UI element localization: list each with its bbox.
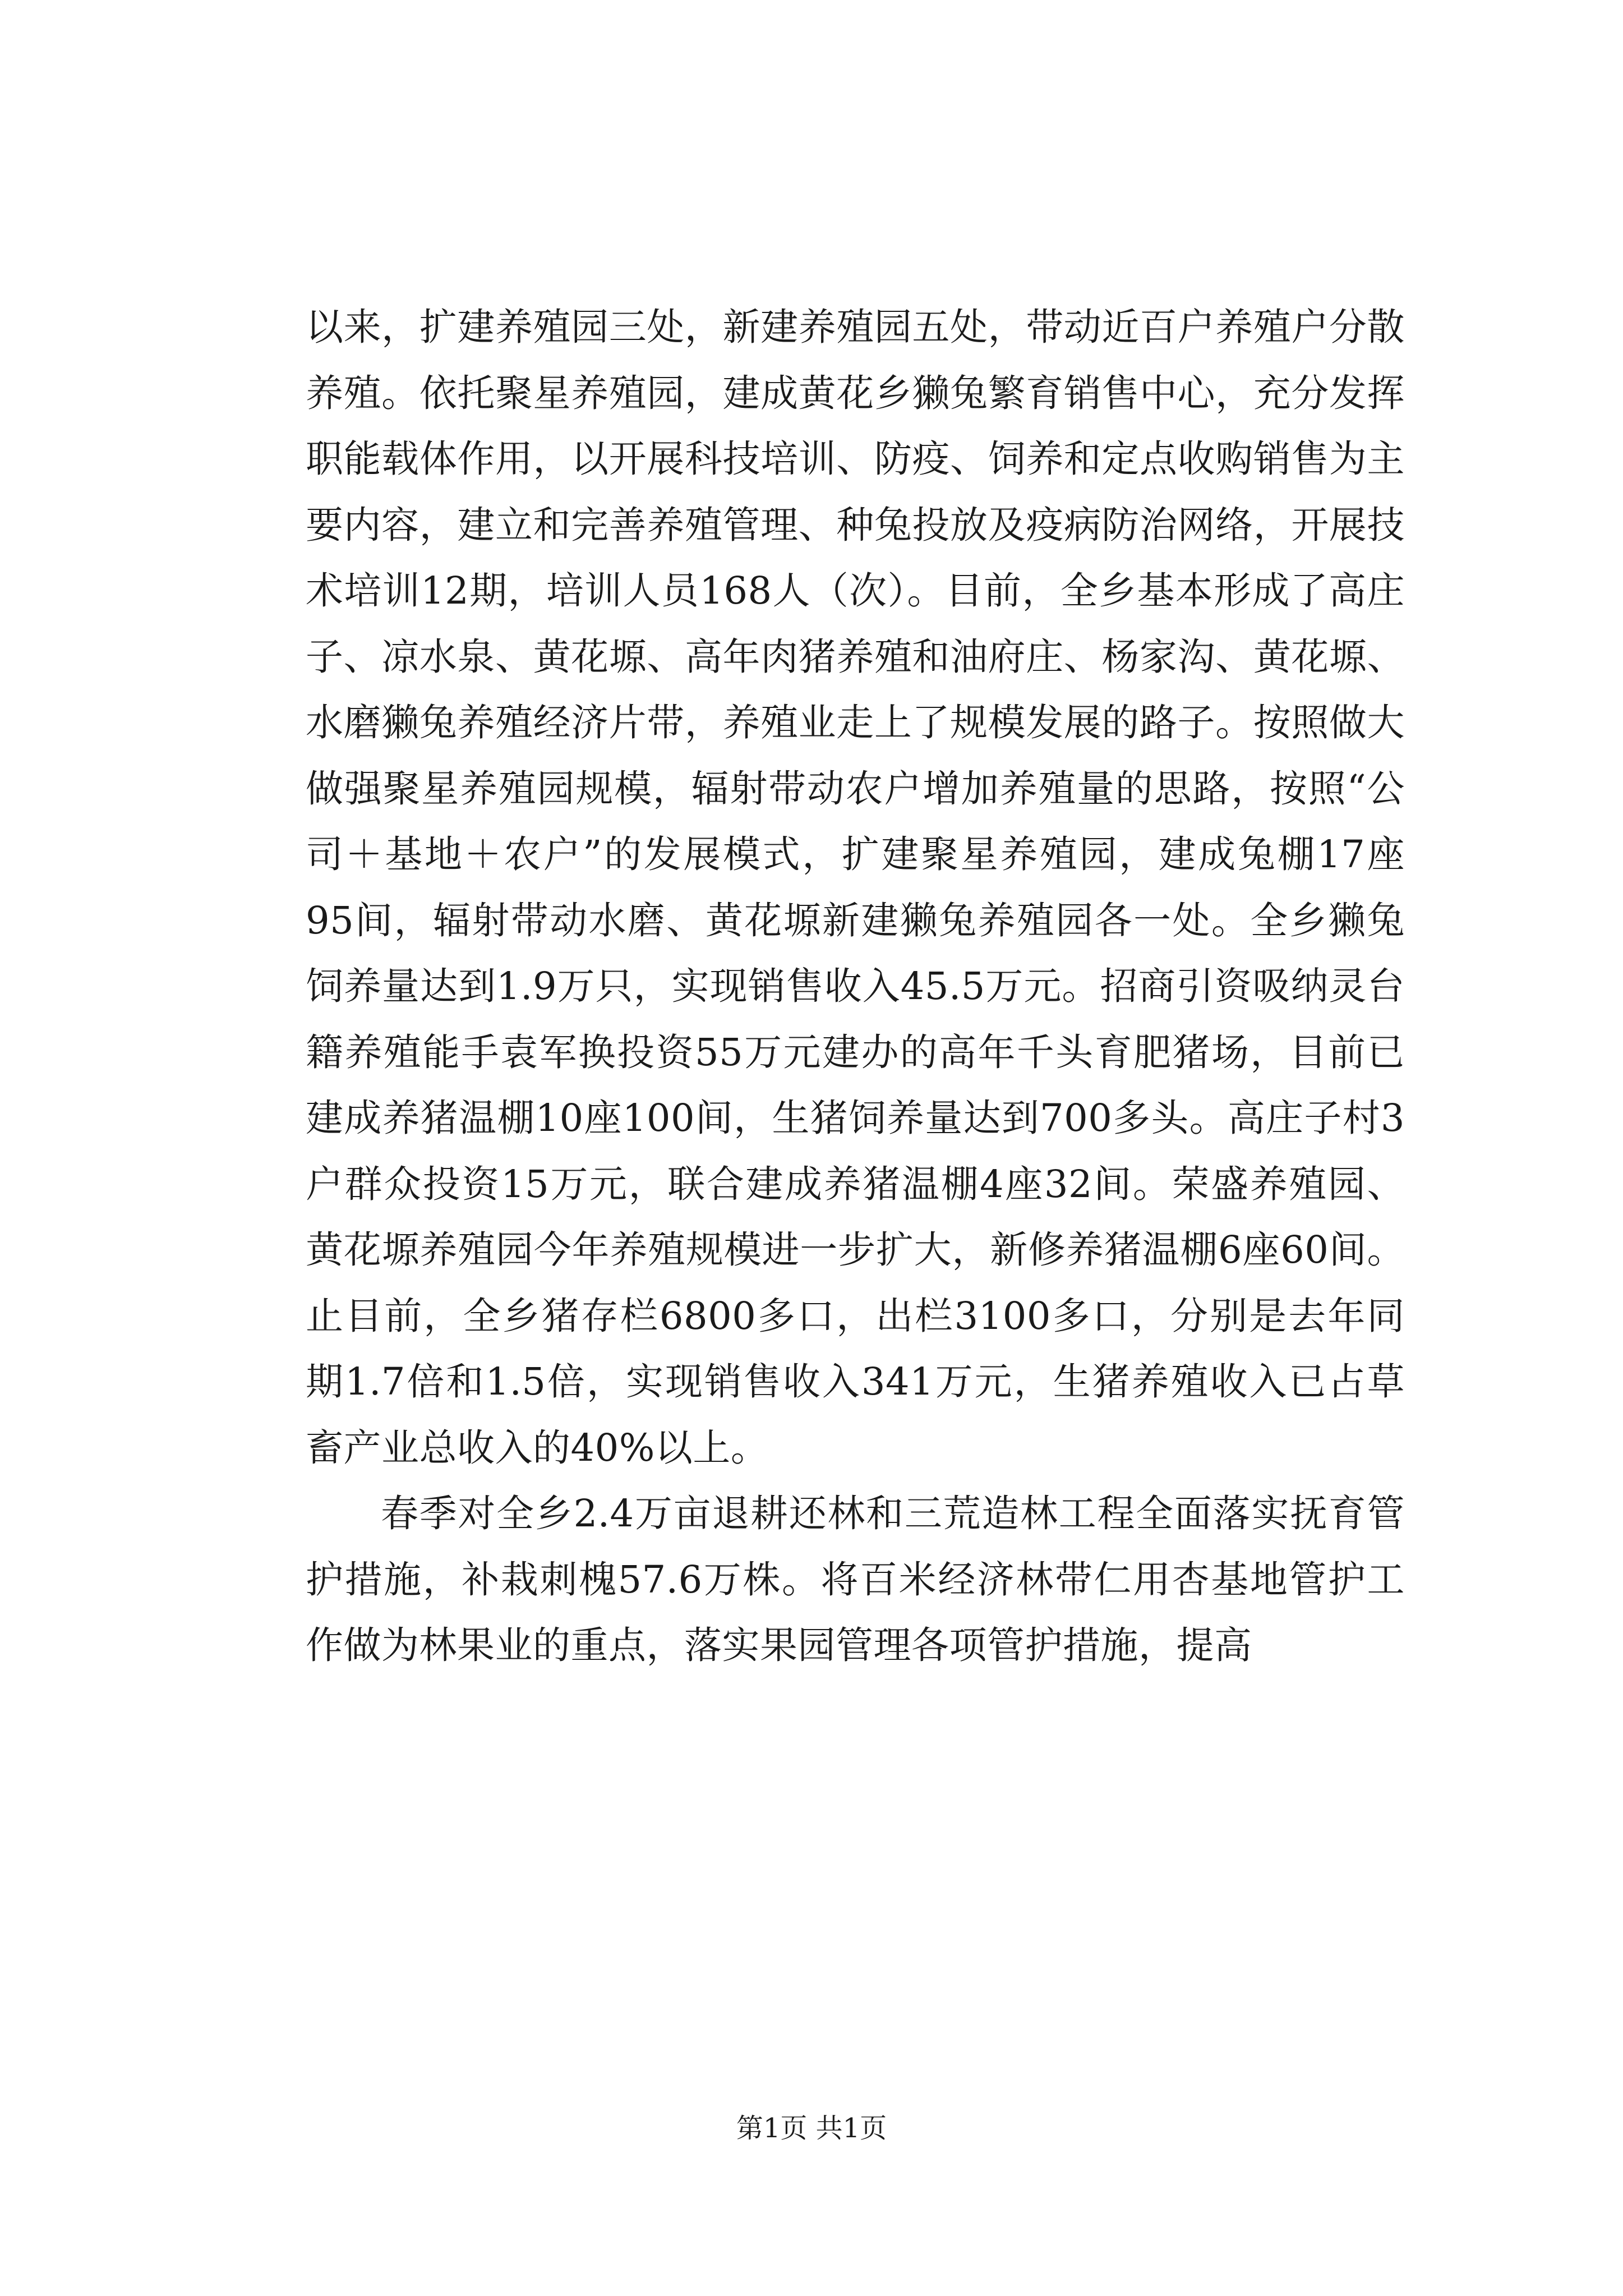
page-footer: 第1页 共1页 (736, 2113, 887, 2144)
document-body (306, 295, 1405, 1679)
paragraph-forestry: 春季对全乡2.4万亩退耕还林和三荒造林工程全面落实抚育管护措施，补栽刺槐57.6万株。将百米经济林带仁用杏基地管护工作做为林果业的重点，落实果园管理各项管护措施，提高 (306, 1492, 1405, 1667)
paragraph-livestock: 以来，扩建养殖园三处，新建养殖园五处，带动近百户养殖户分散养殖。依托聚星养殖园，建成黄花乡獭兔繁育销售中心，充分发挥职能载体作用，以开展科技培训、防疫、饲养和定点收购销售为主要内容，建立和完善养殖管理、种兔投放及疫病防治网络，开展技术培训12期，培训人员168人（次）。目前，全乡基本形成了高庄子、凉水泉、黄花塬、高年肉猪养殖和油府庄、杨家沟、黄花塬、水磨獭兔养殖经济片带，养殖业走上了规模发展的路子。按照做大做强聚星养殖园规模，辐射带动农户增加养殖量的思路，按照“公司＋基地＋农户”的发展模式，扩建聚星养殖园，建成兔棚17座95间，辐射带动水磨、黄花塬新建獭兔养殖园各一处。全乡獭兔饲养量达到1.9万只，实现销售收入45.5万元。招商引资吸纳灵台籍养殖能手袁军换投资55万元建办的高年千头育肥猪场，目前已建成养猪温棚10座100间，生猪饲养量达到700多头。高庄子村3户群众投资15万元，联合建成养猪温棚4座32间。荣盛养殖园、黄花塬养殖园今年养殖规模进一步扩大，新修养猪温棚6座60间。止目前，全乡猪存栏6800多口，出栏3100多口，分别是去年同期1.7倍和1.5倍，实现销售收入341万元，生猪养殖收入已占草畜产业总收入的40%以上。 (306, 305, 1405, 1470)
